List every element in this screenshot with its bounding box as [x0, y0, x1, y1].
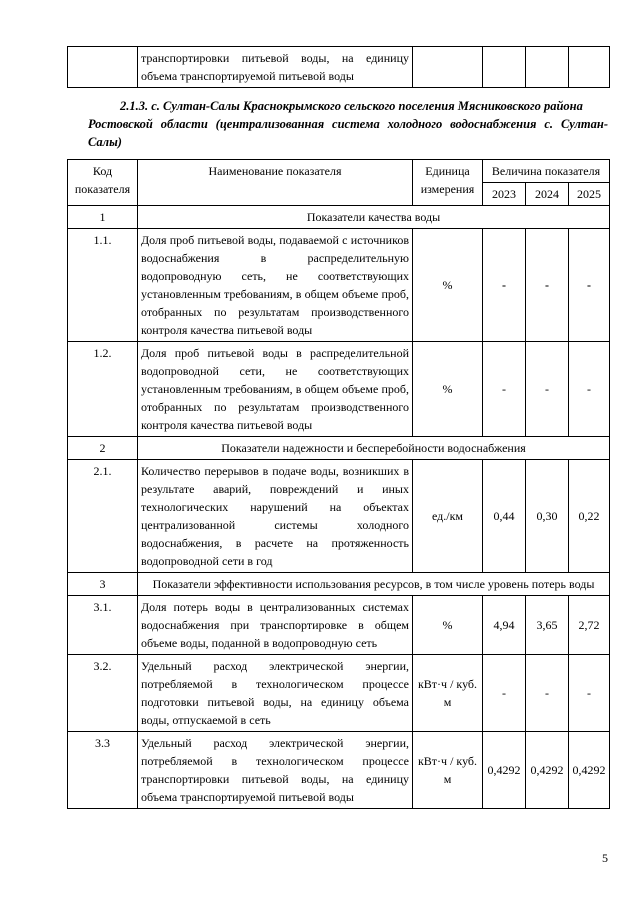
row-unit: кВт·ч / куб. м	[413, 732, 483, 809]
row-value: 0,4292	[526, 732, 569, 809]
section-title: Показатели эффективности использования ресурсов, в том числе уровень потерь воды	[138, 573, 610, 596]
row-value: 4,94	[483, 596, 526, 655]
value-cell	[526, 47, 569, 88]
section-row	[68, 437, 610, 460]
row-code: 1.2.	[68, 342, 138, 437]
row-value: -	[483, 655, 526, 732]
row-code: 1.1.	[68, 229, 138, 342]
header-value: Величина показателя	[483, 160, 610, 183]
row-code: 3.1.	[68, 596, 138, 655]
section-code: 2	[68, 437, 138, 460]
table-row	[68, 460, 610, 573]
row-value: 0,30	[526, 460, 569, 573]
section-title: Показатели качества воды	[138, 206, 610, 229]
row-name: Доля проб питьевой воды, подаваемой с источников водоснабжения в распределительную водопроводную сеть, не соответствующих установленным требованиям, в общем объеме проб, отобранных по результатам производственного контроля качества питьевой воды	[138, 229, 413, 342]
header-row	[68, 160, 610, 183]
row-name: Доля проб питьевой воды в распределительной водопроводной сети, не соответствующих установленным требованиям, в общем объеме проб, отобранных по результатам производственного контроля качества питьевой воды	[138, 342, 413, 437]
row-value: 0,4292	[483, 732, 526, 809]
row-value: 2,72	[569, 596, 610, 655]
indicators-table	[67, 159, 610, 809]
unit-cell	[413, 47, 483, 88]
value-cell	[569, 47, 610, 88]
header-year: 2025	[569, 183, 610, 206]
row-name: Количество перерывов в подаче воды, возникших в результате аварий, повреждений и иных технологических нарушений на объектах централизованной системы холодного водоснабжения, в расчете на протяженность водопроводной сети в год	[138, 460, 413, 573]
row-value: 0,22	[569, 460, 610, 573]
table-row	[68, 655, 610, 732]
heading-line-1: 2.1.3. с. Султан-Салы Краснокрымского сельского поселения Мясниковского района	[120, 99, 583, 113]
value-cell	[483, 47, 526, 88]
header-year: 2023	[483, 183, 526, 206]
row-value: -	[526, 229, 569, 342]
row-code: 3.2.	[68, 655, 138, 732]
page-number: 5	[602, 851, 608, 865]
section-row	[68, 206, 610, 229]
heading-line-2: Ростовской области (централизованная система холодного водоснабжения с. Султан-Салы)	[88, 117, 608, 149]
row-code: 3.3	[68, 732, 138, 809]
row-unit: %	[413, 229, 483, 342]
header-code: Код показателя	[68, 160, 138, 206]
row-value: -	[483, 229, 526, 342]
table-row	[68, 229, 610, 342]
section-code: 1	[68, 206, 138, 229]
row-value: -	[569, 655, 610, 732]
header-unit: Единица измерения	[413, 160, 483, 206]
row-value: -	[526, 655, 569, 732]
header-year: 2024	[526, 183, 569, 206]
row-unit: %	[413, 596, 483, 655]
continued-table	[67, 46, 610, 88]
section-title: Показатели надежности и бесперебойности водоснабжения	[138, 437, 610, 460]
header-name: Наименование показателя	[138, 160, 413, 206]
row-value: 0,44	[483, 460, 526, 573]
section-row	[68, 573, 610, 596]
table-row	[68, 47, 610, 88]
table-row	[68, 732, 610, 809]
row-value: -	[483, 342, 526, 437]
row-name: Доля потерь воды в централизованных системах водоснабжения при транспортировке в общем объеме воды, поданной в водопроводную сеть	[138, 596, 413, 655]
row-unit: ед./км	[413, 460, 483, 573]
row-value: -	[569, 229, 610, 342]
row-code: 2.1.	[68, 460, 138, 573]
code-cell	[68, 47, 138, 88]
section-heading	[88, 97, 608, 151]
row-unit: кВт·ч / куб. м	[413, 655, 483, 732]
row-name: Удельный расход электрической энергии, потребляемой в технологическом процессе подготовки питьевой воды, на единицу объема воды, отпускаемой в сеть	[138, 655, 413, 732]
table-row	[68, 342, 610, 437]
row-value: -	[526, 342, 569, 437]
row-value: 3,65	[526, 596, 569, 655]
row-value: -	[569, 342, 610, 437]
row-value: 0,4292	[569, 732, 610, 809]
row-unit: %	[413, 342, 483, 437]
indicator-name-cell: транспортировки питьевой воды, на единицу объема транспортируемой питьевой воды	[138, 47, 413, 88]
row-name: Удельный расход электрической энергии, потребляемой в технологическом процессе транспортировки питьевой воды, на единицу объема транспортируемой питьевой воды	[138, 732, 413, 809]
table-row	[68, 596, 610, 655]
section-code: 3	[68, 573, 138, 596]
